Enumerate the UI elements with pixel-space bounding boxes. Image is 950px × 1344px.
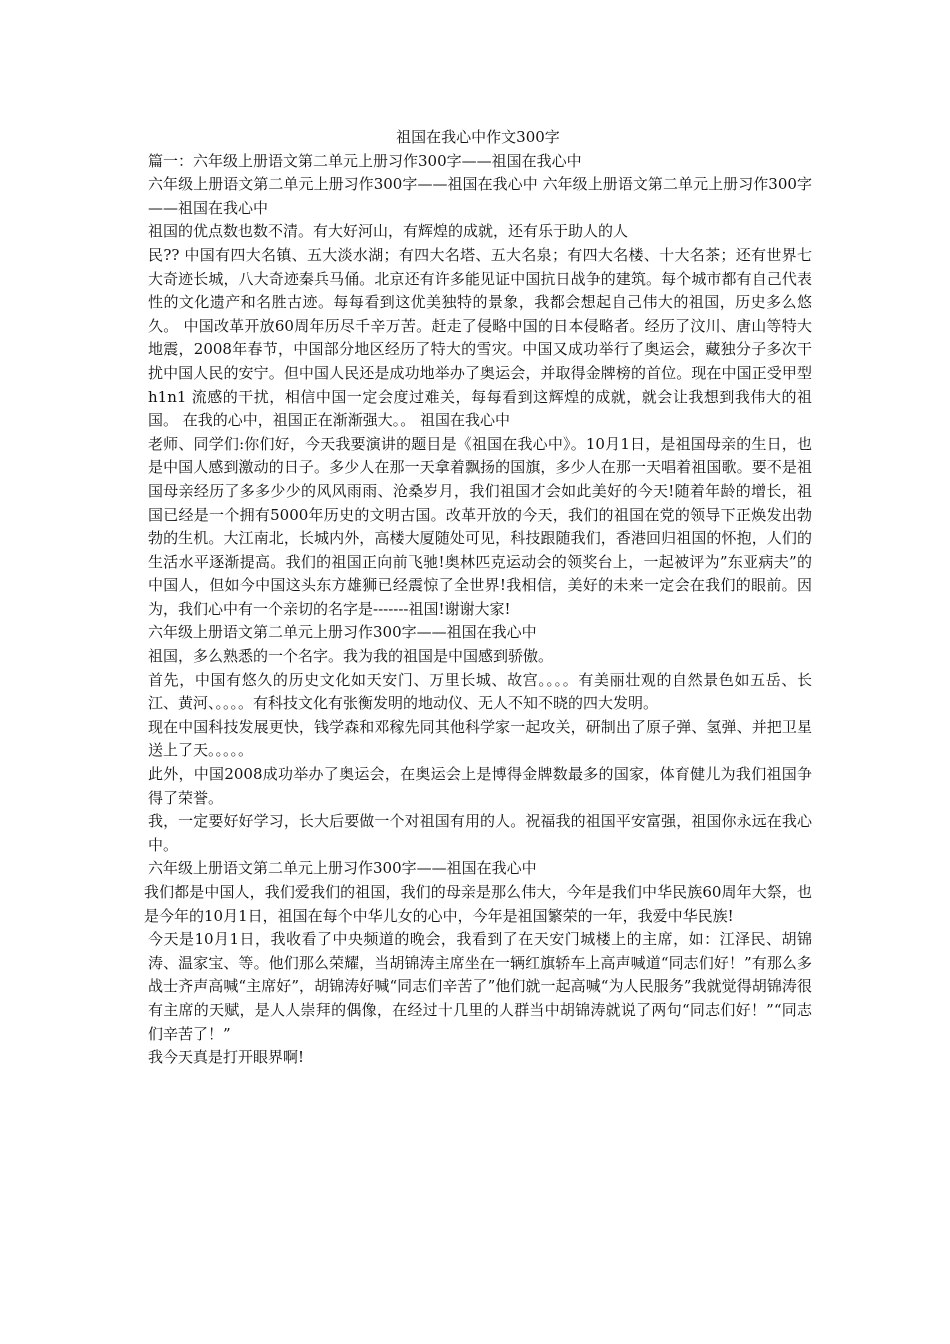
paragraph-1: 篇一：六年级上册语文第二单元上册习作300字——祖国在我心中 <box>148 151 582 170</box>
paragraph-9: 现在中国科技发展更快，钱学森和邓稼先同其他科学家一起攻关，研制出了原子弹、氢弹、并把卫星送上了天。。。。。 <box>148 717 812 760</box>
paragraph-14: 今天是10月1日，我收看了中央频道的晚会，我看到了在天安门城楼上的主席，如：江泽民、胡锦涛、温家宝、等。他们那么荣耀，当胡锦涛主席坐在一辆红旗轿车上高声喊道“同志们好！”有那么多战士齐声高喊“主席好”，胡锦涛好喊“同志们辛苦了”他们就一起高喊“为人民服务”我就觉得胡锦涛很有主席的天赋，是人人崇拜的偶像，在经过十几里的人群当中胡锦涛就说了两句“同志们好！”“同志们辛苦了！” <box>148 930 812 1043</box>
paragraph-8: 首先，中国有悠久的历史文化如天安门、万里长城、故宫。。。。有美丽壮观的自然景色如五岳、长江、黄河、。。。。有科技文化有张衡发明的地动仪、无人不知不晓的四大发明。 <box>148 670 812 713</box>
paragraph-13: 我们都是中国人，我们爱我们的祖国，我们的母亲是那么伟大，今年是我们中华民族60周年大祭，也是今年的10月1日，祖国在每个中华儿女的心中，今年是祖国繁荣的一年，我爱中华民族! <box>144 883 812 925</box>
document-page <box>144 126 812 1070</box>
paragraph-2: 六年级上册语文第二单元上册习作300字——祖国在我心中 六年级上册语文第二单元上册习作300字——祖国在我心中 <box>148 175 812 217</box>
paragraph-6: 六年级上册语文第二单元上册习作300字——祖国在我心中 <box>148 623 537 642</box>
document-title: 祖国在我心中作文300字 <box>396 128 560 146</box>
paragraph-5: 老师、同学们:你们好，今天我要演讲的题目是《祖国在我心中》。10月1日，是祖国母亲的生日，也是中国人感到激动的日子。多少人在那一天拿着飘扬的国旗，多少人在那一天唱着祖国歌。要不是祖国母亲经历了多多少少的风风雨雨、沧桑岁月，我们祖国才会如此美好的今天!随着年龄的增长，祖国已经是一个拥有5000年历史的文明古国。改革开放的今天，我们的祖国在党的领导下正焕发出勃勃的生机。大江南北，长城内外，高楼大厦随处可见，科技跟随我们，香港回归祖国的怀抱，人们的生活水平逐渐提高。我们的祖国正向前飞驰!奥林匹克运动会的领奖台上，一起被评为”东亚病夫”的中国人，但如今中国这头东方雄狮已经震惊了全世界!我相信，美好的未来一定会在我们的眼前。因为，我们心中有一个亲切的名字是-------祖国!谢谢大家! <box>148 434 812 618</box>
paragraph-11: 我，一定要好好学习，长大后要做一个对祖国有用的人。祝福我的祖国平安富强，祖国你永远在我心中。 <box>148 812 812 854</box>
paragraph-12: 六年级上册语文第二单元上册习作300字——祖国在我心中 <box>148 859 537 878</box>
paragraph-10: 此外，中国2008成功举办了奥运会，在奥运会上是博得金牌数最多的国家，体育健儿为我们祖国争得了荣誉。 <box>148 765 812 807</box>
paragraph-3: 祖国的优点数也数不清。有大好河山，有辉煌的成就，还有乐于助人的人 <box>148 222 629 241</box>
paragraph-15: 我今天真是打开眼界啊! <box>148 1048 305 1067</box>
paragraph-7: 祖国，多么熟悉的一个名字。我为我的祖国是中国感到骄傲。 <box>148 647 554 666</box>
paragraph-4: 民?? 中国有四大名镇、五大淡水湖；有四大名塔、五大名泉；有四大名楼、十大名茶；还有世界七大奇迹长城，八大奇迹秦兵马俑。北京还有许多能见证中国抗日战争的建筑。每个城市都有自己代表性的文化遗产和名胜古迹。每每看到这优美独特的景象，我都会想起自己伟大的祖国，历史多么悠久。 中国改革开放60周年历尽千辛万苦。赶走了侵略中国的日本侵略者。经历了汶川、唐山等特大地震，2008年春节，中国部分地区经历了特大的雪灾。中国又成功举行了奥运会，藏独分子多次干扰中国人民的安宁。但中国人民还是成功地举办了奥运会，并取得金牌榜的首位。现在中国正受甲型 h1n1 流感的干扰，相信中国一定会度过难关，每每看到这辉煌的成就，就会让我想到我伟大的祖国。 在我的心中，祖国正在渐渐强大。。 祖国在我心中 <box>148 245 812 430</box>
